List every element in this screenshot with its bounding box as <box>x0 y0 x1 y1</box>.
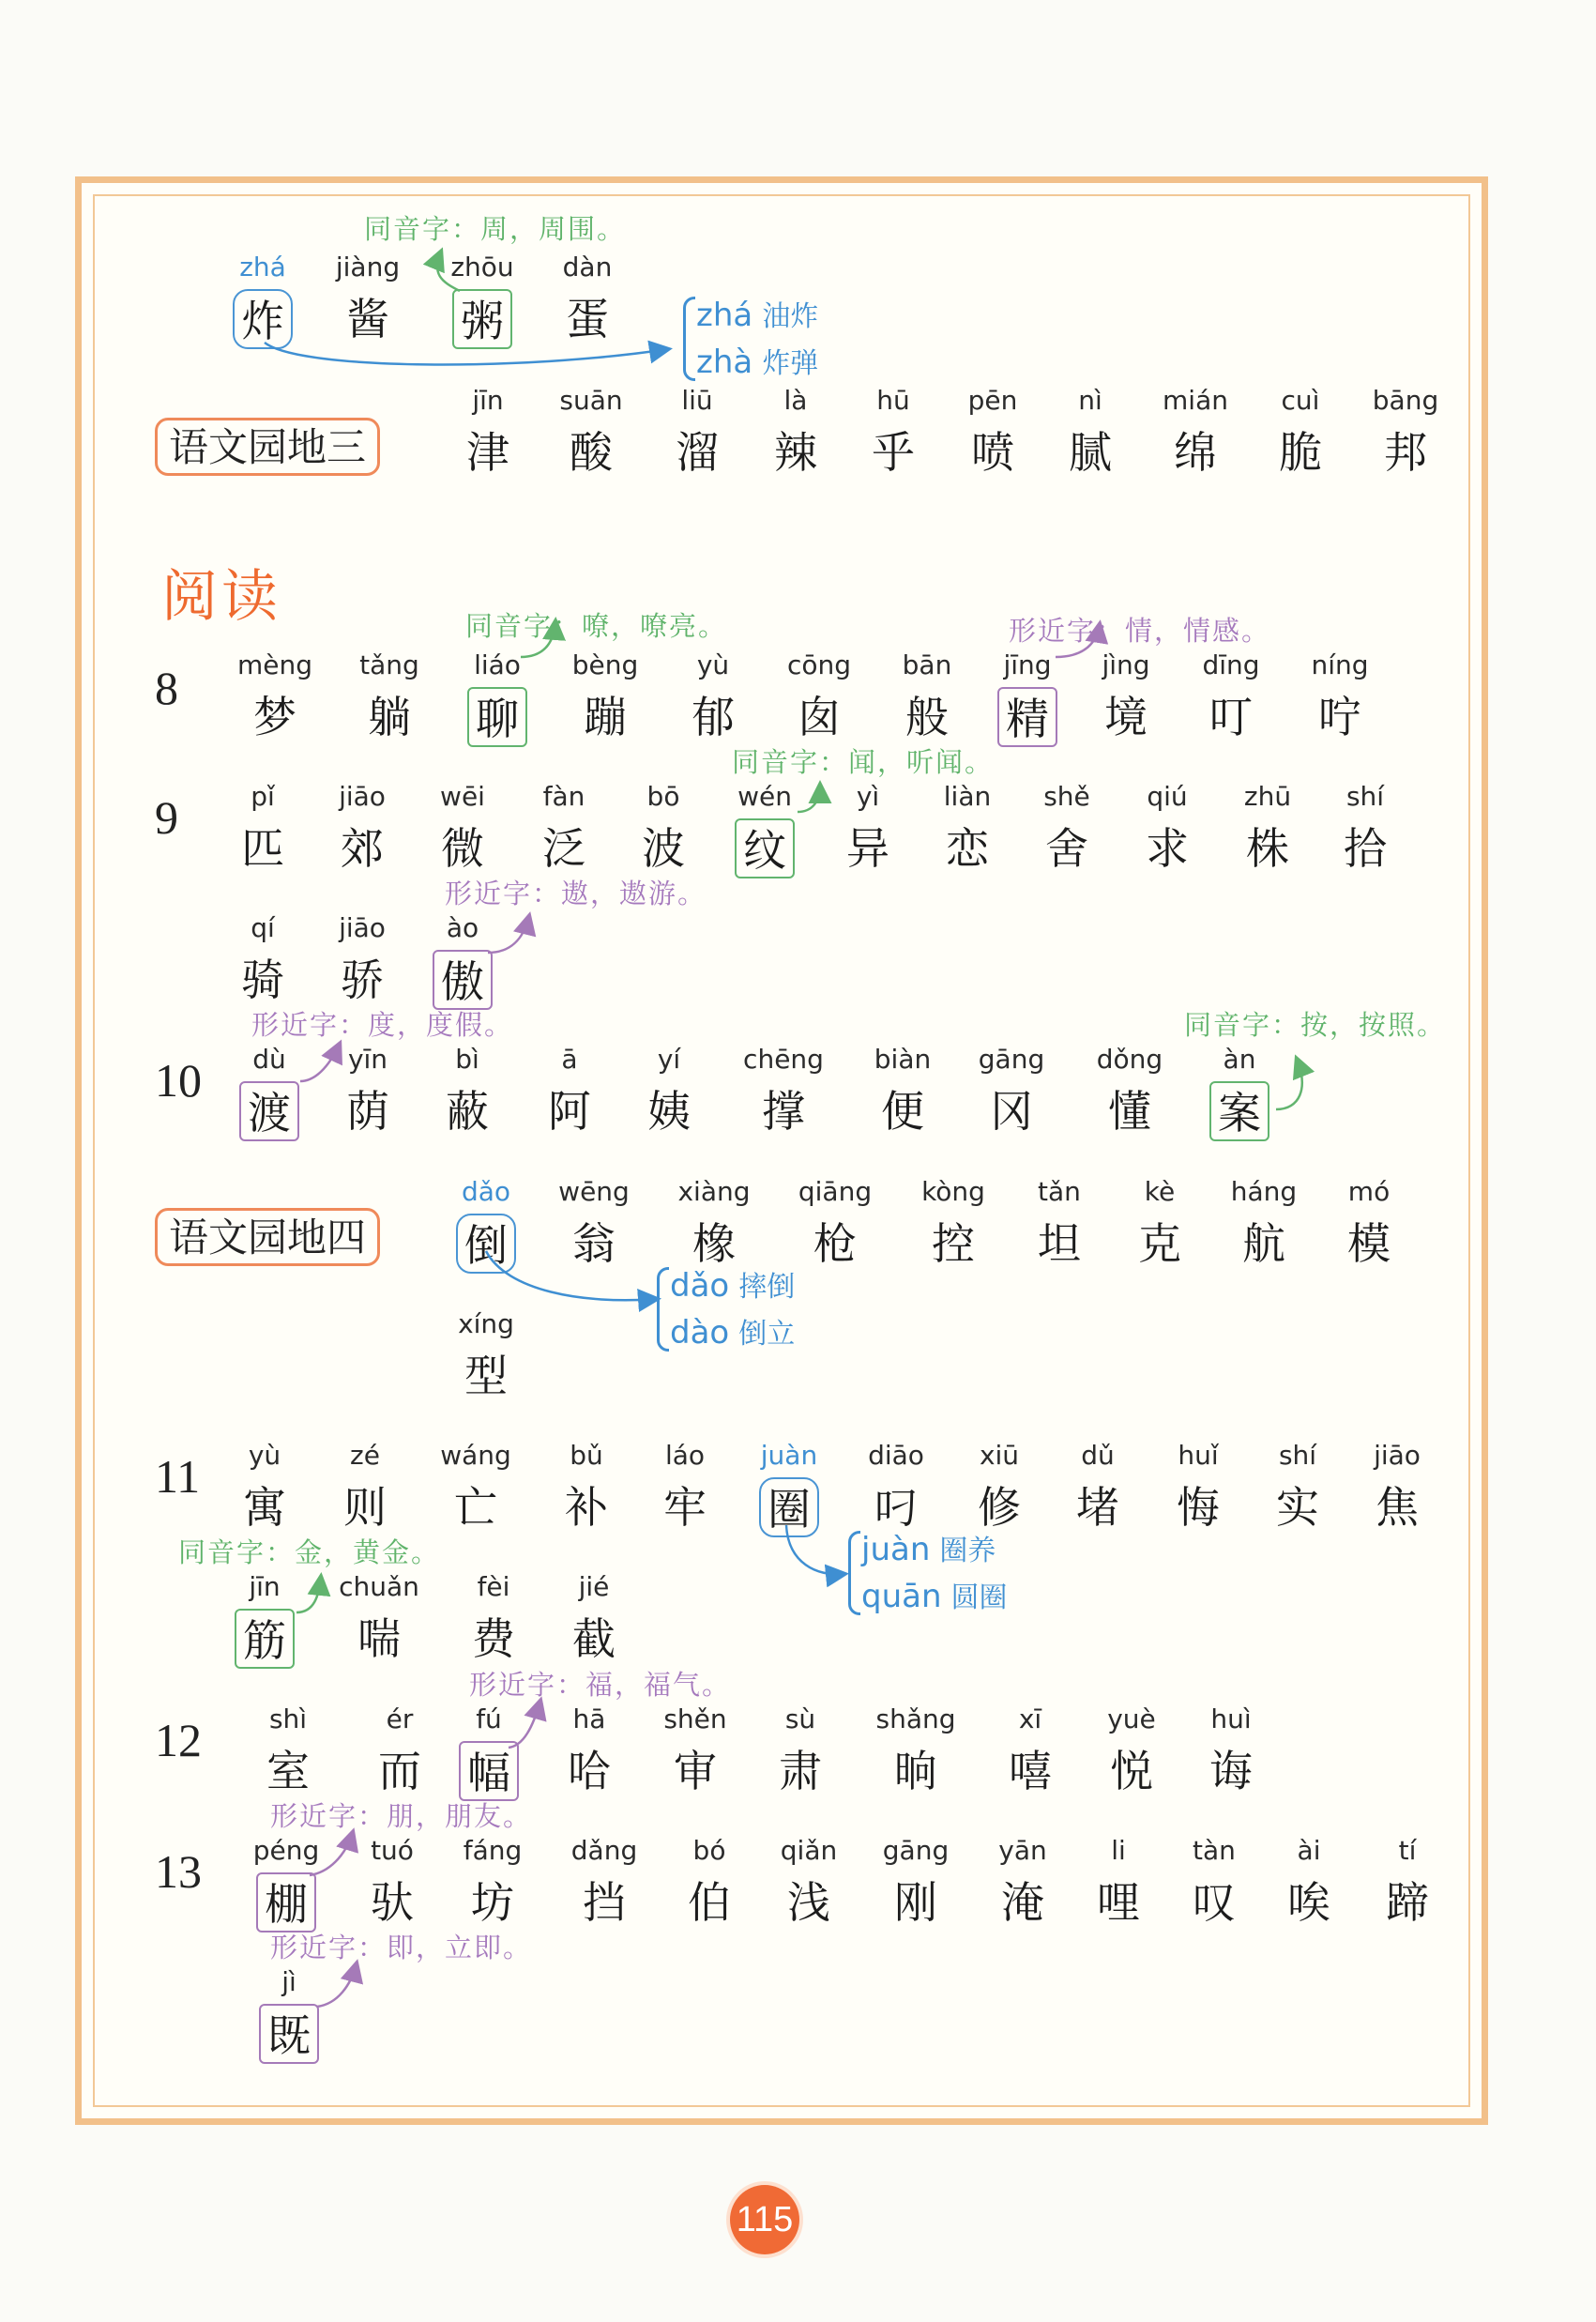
hanzi-character: 喷 <box>971 427 1014 478</box>
hanzi-character: 嘻 <box>1009 1746 1052 1796</box>
pinyin-label: níng <box>1311 649 1369 680</box>
pinyin-label: dù <box>252 1044 286 1075</box>
hanzi-character: 肃 <box>779 1746 822 1796</box>
hanzi-character: 哩 <box>1097 1877 1140 1928</box>
pinyin-label: yān <box>998 1835 1047 1866</box>
hanzi-character: 蛋 <box>566 294 609 344</box>
pinyin-label: liàn <box>943 781 992 812</box>
pinyin-label: bǔ <box>570 1440 603 1471</box>
hanzi-character: 案 <box>1209 1081 1269 1141</box>
hanzi-character: 撑 <box>762 1086 805 1137</box>
reading-word: 倒立 <box>738 1318 796 1351</box>
pinyin-label: dīng <box>1202 649 1260 680</box>
hanzi-character: 脆 <box>1279 427 1322 478</box>
pinyin-label: mó <box>1347 1176 1391 1207</box>
hanzi-character: 牢 <box>663 1482 707 1533</box>
hanzi-character: 粥 <box>452 289 512 349</box>
hanzi-character: 枪 <box>813 1218 857 1269</box>
character-note: 同音字：周，周围。 <box>364 213 627 245</box>
pinyin-label: kòng <box>921 1176 985 1207</box>
hanzi-character: 既 <box>259 2004 319 2064</box>
hanzi-character: 渡 <box>239 1081 299 1141</box>
pinyin-label: qiāng <box>798 1176 873 1207</box>
pinyin-label: ér <box>386 1703 414 1734</box>
hanzi-character: 幅 <box>459 1741 519 1801</box>
pinyin-label: ā <box>561 1044 578 1075</box>
pinyin-label: tuó <box>371 1835 414 1866</box>
hanzi-character: 咛 <box>1318 692 1361 742</box>
pinyin-label: láo <box>664 1440 706 1471</box>
pinyin-label: sù <box>784 1703 816 1734</box>
hanzi-character: 躺 <box>368 692 411 742</box>
hanzi-character: 株 <box>1246 823 1289 874</box>
hanzi-character: 模 <box>1347 1218 1391 1269</box>
pinyin-label: kè <box>1144 1176 1176 1207</box>
pinyin-label: là <box>783 385 808 416</box>
pinyin-label: yù <box>248 1440 281 1471</box>
pinyin-label: bì <box>455 1044 479 1075</box>
lesson-number: 10 <box>155 1054 202 1107</box>
pinyin-label: juàn <box>760 1440 818 1471</box>
pinyin-label: dǎo <box>461 1176 511 1207</box>
pinyin-label: xī <box>1018 1703 1042 1734</box>
pinyin-label: liáo <box>474 649 521 680</box>
hanzi-character: 恋 <box>946 823 989 874</box>
pinyin-label: biàn <box>874 1044 932 1075</box>
hanzi-character: 郁 <box>692 692 735 742</box>
hanzi-character: 航 <box>1242 1218 1285 1269</box>
pinyin-label: huǐ <box>1178 1440 1219 1471</box>
hanzi-character: 棚 <box>256 1872 316 1932</box>
reading-heading: 阅读 <box>161 564 281 630</box>
hanzi-character: 筋 <box>235 1609 295 1669</box>
pinyin-label: nì <box>1078 385 1102 416</box>
pinyin-label: fáng <box>463 1835 523 1866</box>
page-number-badge: 115 <box>730 2185 799 2254</box>
pinyin-label: zhū <box>1243 781 1292 812</box>
hanzi-character: 型 <box>464 1351 508 1401</box>
hanzi-character: 哈 <box>568 1746 611 1796</box>
hanzi-character: 炸 <box>233 289 293 349</box>
hanzi-character: 般 <box>905 692 949 742</box>
pinyin-label: dǎng <box>570 1835 638 1866</box>
pinyin-label: hū <box>876 385 910 416</box>
reading-word: 炸弹 <box>762 347 819 380</box>
pinyin-label: wēng <box>558 1176 630 1207</box>
hanzi-character: 审 <box>674 1746 717 1796</box>
hanzi-character: 荫 <box>346 1086 389 1137</box>
pinyin-label: dǒng <box>1096 1044 1163 1075</box>
hanzi-character: 求 <box>1146 823 1189 874</box>
hanzi-character: 酸 <box>570 427 613 478</box>
hanzi-character: 焦 <box>1376 1482 1419 1533</box>
reading-word: 油炸 <box>762 300 819 333</box>
pinyin-label: xiū <box>979 1440 1020 1471</box>
connector-arrow-icon <box>437 252 460 291</box>
hanzi-character: 冈 <box>990 1086 1033 1137</box>
reading-pinyin: zhà <box>696 344 753 381</box>
hanzi-character: 倒 <box>456 1214 516 1274</box>
pinyin-label: jīn <box>472 385 504 416</box>
pinyin-label: ào <box>446 912 479 943</box>
pinyin-label: bèng <box>571 649 639 680</box>
pinyin-label: shì <box>268 1703 308 1734</box>
connector-arrow-icon <box>317 1963 357 2007</box>
hanzi-character: 翁 <box>572 1218 616 1269</box>
pinyin-label: pēn <box>967 385 1018 416</box>
hanzi-character: 纹 <box>735 818 795 878</box>
pinyin-label: bó <box>692 1835 726 1866</box>
character-note: 形近字：情，情感。 <box>1009 615 1271 647</box>
pinyin-label: ài <box>1297 1835 1321 1866</box>
pinyin-label: suān <box>559 385 623 416</box>
connector-arrow-icon <box>488 916 529 953</box>
pinyin-label: jiàng <box>335 252 401 283</box>
hanzi-character: 截 <box>572 1613 616 1664</box>
hanzi-character: 津 <box>466 427 509 478</box>
pinyin-label: shěn <box>663 1703 727 1734</box>
reading-pinyin: zhá <box>696 297 753 334</box>
hanzi-character: 骑 <box>241 955 284 1005</box>
hanzi-character: 境 <box>1104 692 1148 742</box>
reading-word: 圈养 <box>939 1535 996 1567</box>
hanzi-character: 驮 <box>371 1877 414 1928</box>
connector-arrow-icon <box>521 621 555 657</box>
pinyin-label: shí <box>1345 781 1385 812</box>
pinyin-label: wáng <box>440 1440 511 1471</box>
hanzi-character: 泛 <box>542 823 585 874</box>
pinyin-label: gāng <box>882 1835 950 1866</box>
hanzi-character: 拾 <box>1344 823 1387 874</box>
pinyin-label: yí <box>657 1044 681 1075</box>
connector-arrow-icon <box>310 1832 353 1875</box>
pinyin-label: jìng <box>1102 649 1150 680</box>
reading-pinyin: juàn <box>861 1531 931 1568</box>
hanzi-character: 费 <box>472 1613 515 1664</box>
hanzi-character: 异 <box>846 823 889 874</box>
hanzi-character: 诲 <box>1209 1746 1253 1796</box>
pinyin-label: liū <box>681 385 713 416</box>
hanzi-character: 波 <box>642 823 685 874</box>
pinyin-label: zhá <box>239 252 286 283</box>
lesson-number: 13 <box>155 1845 202 1898</box>
connector-arrow-icon <box>1056 624 1100 657</box>
pinyin-label: bān <box>902 649 952 680</box>
hanzi-character: 郊 <box>341 823 384 874</box>
hanzi-character: 姨 <box>647 1086 691 1137</box>
pinyin-label: jì <box>281 1966 296 1997</box>
pinyin-label: tí <box>1398 1835 1417 1866</box>
hanzi-character: 堵 <box>1076 1482 1119 1533</box>
connector-arrow-icon <box>509 1701 540 1748</box>
hanzi-character: 溜 <box>676 427 719 478</box>
pinyin-label: qí <box>251 912 275 943</box>
character-note: 同音字：闻，听闻。 <box>732 746 995 778</box>
hanzi-character: 控 <box>932 1218 975 1269</box>
pinyin-label: hā <box>572 1703 606 1734</box>
hanzi-character: 乎 <box>872 427 915 478</box>
pinyin-label: wēi <box>440 781 485 812</box>
pinyin-label: fú <box>476 1703 502 1734</box>
hanzi-character: 便 <box>881 1086 924 1137</box>
pinyin-label: tǎn <box>1038 1176 1081 1207</box>
hanzi-character: 骄 <box>341 955 384 1005</box>
reading-word: 圆圈 <box>950 1581 1008 1614</box>
hanzi-character: 喘 <box>357 1613 401 1664</box>
hanzi-character: 唉 <box>1287 1877 1330 1928</box>
connector-arrow-icon <box>786 1525 844 1574</box>
hanzi-character: 浅 <box>787 1877 830 1928</box>
pinyin-label: jiāo <box>339 912 386 943</box>
lesson-number: 12 <box>155 1714 202 1766</box>
section-label-yuwen-yuandi-4: 语文园地四 <box>155 1208 380 1266</box>
pinyin-label: péng <box>252 1835 320 1866</box>
pinyin-label: jiāo <box>339 781 386 812</box>
hanzi-character: 圈 <box>759 1477 819 1537</box>
hanzi-character: 蔽 <box>446 1086 489 1137</box>
pinyin-label: chuǎn <box>339 1571 419 1602</box>
hanzi-character: 聊 <box>467 687 527 747</box>
connector-arrow-icon <box>798 785 820 812</box>
pinyin-label: huì <box>1210 1703 1252 1734</box>
pinyin-label: wén <box>737 781 792 812</box>
connector-arrow-icon <box>300 1044 340 1081</box>
pinyin-label: mián <box>1163 385 1228 416</box>
pinyin-label: háng <box>1230 1176 1298 1207</box>
hanzi-character: 挡 <box>583 1877 626 1928</box>
pinyin-label: chēng <box>743 1044 824 1075</box>
connector-arrow-icon <box>296 1577 321 1612</box>
character-note: 同音字：按，按照。 <box>1184 1009 1447 1041</box>
pinyin-label: jié <box>578 1571 610 1602</box>
pinyin-label: xiàng <box>677 1176 751 1207</box>
pinyin-label: pǐ <box>251 781 275 812</box>
hanzi-character: 晌 <box>894 1746 937 1796</box>
hanzi-character: 补 <box>565 1482 608 1533</box>
hanzi-character: 伯 <box>688 1877 731 1928</box>
pinyin-label: zé <box>350 1440 380 1471</box>
hanzi-character: 克 <box>1138 1218 1181 1269</box>
hanzi-character: 辣 <box>774 427 817 478</box>
hanzi-character: 舍 <box>1045 823 1088 874</box>
hanzi-character: 精 <box>997 687 1057 747</box>
pinyin-label: yuè <box>1107 1703 1156 1734</box>
reading-word: 摔倒 <box>738 1271 796 1304</box>
connector-arrow-icon <box>486 1251 657 1300</box>
pinyin-label: dàn <box>562 252 613 283</box>
pinyin-label: jīng <box>1003 649 1052 680</box>
pinyin-label: mèng <box>236 649 313 680</box>
pinyin-label: qiú <box>1147 781 1188 812</box>
hanzi-character: 刚 <box>894 1877 937 1928</box>
hanzi-character: 橡 <box>692 1218 736 1269</box>
hanzi-character: 叮 <box>1209 692 1253 742</box>
pinyin-label: zhōu <box>450 252 514 283</box>
hanzi-character: 蹦 <box>584 692 627 742</box>
hanzi-character: 悔 <box>1177 1482 1220 1533</box>
hanzi-character: 坊 <box>471 1877 514 1928</box>
hanzi-character: 梦 <box>253 692 296 742</box>
hanzi-character: 懂 <box>1108 1086 1151 1137</box>
hanzi-character: 而 <box>378 1746 421 1796</box>
hanzi-character: 寓 <box>243 1482 286 1533</box>
pinyin-label: yīn <box>347 1044 388 1075</box>
pinyin-label: jīn <box>249 1571 281 1602</box>
pinyin-label: dǔ <box>1081 1440 1115 1471</box>
pinyin-label: bāng <box>1372 385 1439 416</box>
hanzi-character: 叹 <box>1193 1877 1236 1928</box>
pinyin-label: cuì <box>1281 385 1320 416</box>
character-note: 形近字：遨，遨游。 <box>445 878 707 909</box>
hanzi-character: 蹄 <box>1386 1877 1429 1928</box>
pinyin-label: gāng <box>978 1044 1045 1075</box>
hanzi-character: 叼 <box>874 1482 918 1533</box>
hanzi-character: 腻 <box>1069 427 1112 478</box>
pinyin-label: fèi <box>477 1571 510 1602</box>
hanzi-character: 则 <box>343 1482 387 1533</box>
pinyin-label: shí <box>1278 1440 1317 1471</box>
pinyin-label: tàn <box>1193 1835 1236 1866</box>
section-label-yuwen-yuandi-3: 语文园地三 <box>155 418 380 476</box>
hanzi-character: 傲 <box>433 950 493 1010</box>
pinyin-label: jiāo <box>1374 1440 1421 1471</box>
pinyin-label: yì <box>856 781 880 812</box>
reading-pinyin: quān <box>861 1578 942 1615</box>
pinyin-label: shě <box>1043 781 1090 812</box>
character-note: 形近字：度，度假。 <box>251 1009 514 1041</box>
connector-arrow-icon <box>265 343 668 364</box>
pinyin-label: qiǎn <box>780 1835 838 1866</box>
pinyin-label: fàn <box>542 781 585 812</box>
reading-pinyin: dǎo <box>670 1267 730 1305</box>
hanzi-character: 悦 <box>1110 1746 1153 1796</box>
pinyin-label: bō <box>646 781 680 812</box>
hanzi-character: 匹 <box>241 823 284 874</box>
character-note: 形近字：朋，朋友。 <box>270 1800 533 1832</box>
hanzi-character: 修 <box>978 1482 1021 1533</box>
character-note: 形近字：福，福气。 <box>469 1669 732 1701</box>
hanzi-character: 邦 <box>1384 427 1427 478</box>
hanzi-character: 坦 <box>1038 1218 1081 1269</box>
hanzi-character: 亡 <box>454 1482 497 1533</box>
hanzi-character: 囱 <box>798 692 841 742</box>
pinyin-label: li <box>1111 1835 1126 1866</box>
connector-arrow-icon <box>1276 1059 1302 1109</box>
character-note: 同音字：金，黄金。 <box>178 1536 441 1568</box>
character-note: 同音字：嘹，嘹亮。 <box>465 610 728 642</box>
lesson-number: 9 <box>155 791 178 844</box>
pinyin-label: tǎng <box>359 649 419 680</box>
hanzi-character: 酱 <box>346 294 389 344</box>
hanzi-character: 实 <box>1276 1482 1319 1533</box>
pinyin-label: yù <box>696 649 730 680</box>
pinyin-label: shǎng <box>875 1703 956 1734</box>
hanzi-character: 室 <box>266 1746 310 1796</box>
hanzi-character: 淹 <box>1001 1877 1044 1928</box>
pinyin-label: diāo <box>868 1440 924 1471</box>
lesson-number: 11 <box>155 1450 201 1503</box>
pinyin-label: cōng <box>786 649 852 680</box>
hanzi-character: 微 <box>441 823 484 874</box>
reading-pinyin: dào <box>670 1314 730 1352</box>
pinyin-label: xíng <box>458 1308 514 1339</box>
hanzi-character: 阿 <box>548 1086 591 1137</box>
hanzi-character: 绵 <box>1174 427 1217 478</box>
character-note: 形近字：即，立即。 <box>270 1932 533 1963</box>
lesson-number: 8 <box>155 662 178 714</box>
pinyin-label: àn <box>1223 1044 1256 1075</box>
